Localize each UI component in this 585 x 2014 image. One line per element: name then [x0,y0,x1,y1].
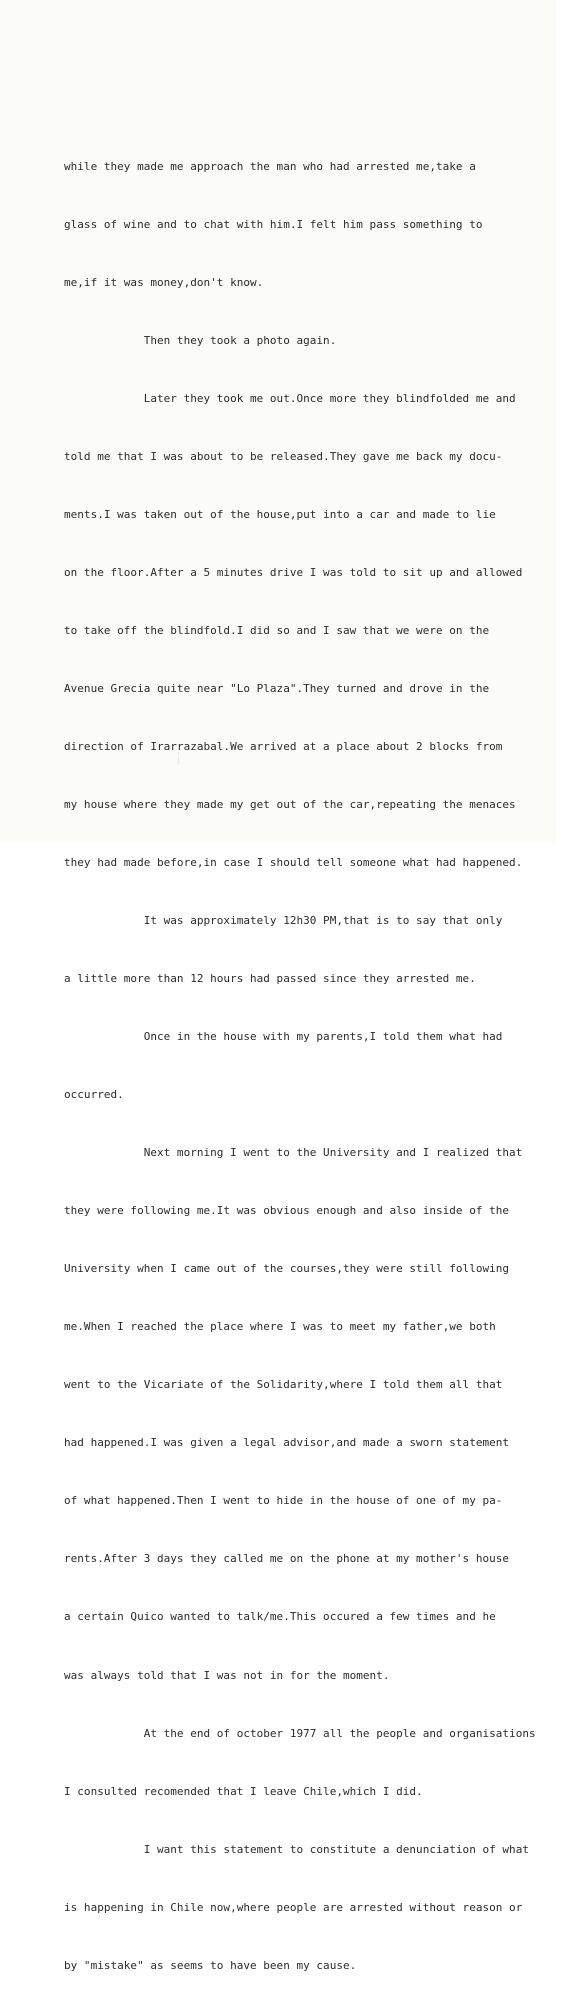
text-line: a little more than 12 hours had passed since they arrested me. [64,972,476,986]
text-line: a certain Quico wanted to talk/me.This occured a few times and he [64,1610,496,1624]
text-line: Avenue Grecia quite near "Lo Plaza".They turned and drove in the [64,681,490,695]
text-line: had happened.I was given a legal advisor,and made a sworn statement [64,1436,510,1450]
text-line: went to the Vicariate of the Solidarity,where I told them all that [64,1378,503,1392]
text-line: University when I came out of the courses,they were still following [64,1262,510,1276]
text-line: was always told that I was not in for the moment. [64,1668,390,1682]
text-line: me.When I reached the place where I was to meet my father,we both [64,1320,496,1334]
text-line: ments.I was taken out of the house,put into a car and made to lie [64,507,496,521]
text-line: while they made me approach the man who had arrested me,take a [64,159,476,173]
text-line: they were following me.It was obvious enough and also inside of the [64,1204,510,1218]
text-line: me,if it was money,don't know. [64,275,264,289]
text-line: direction of Irarrazabal.We arrived at a place about 2 blocks from [64,740,503,753]
text-line: occurred. [64,1088,124,1102]
text-line: I consulted recomended that I leave Chile,which I did. [64,1784,423,1798]
text-line: Later they took me out.Once more they blindfolded me and [64,391,516,405]
text-line: Next morning I went to the University and I realized that [64,1146,523,1160]
text-line: rents.After 3 days they called me on the phone at my mother's house [64,1552,510,1566]
text-line: to take off the blindfold.I did so and I saw that we were on the [64,623,490,637]
text-line: glass of wine and to chat with him.I felt him pass something to [64,217,483,231]
text-line: Then they took a photo again. [64,333,337,347]
text-line: of what happened.Then I went to hide in the house of one of my pa- [64,1494,503,1508]
text-line: Once in the house with my parents,I told them what had [64,1030,503,1044]
text-line: told me that I was about to be released.They gave me back my docu- [64,449,503,463]
text-line: I want this statement to constitute a denunciation of what [64,1842,529,1856]
text-line: on the floor.After a 5 minutes drive I was told to sit up and allowed [64,565,523,579]
text-line: my house where they made my get out of the car,repeating the menaces [64,798,516,812]
text-line: It was approximately 12h30 PM,that is to say that only [64,914,503,928]
text-line: they had made before,in case I should tell someone what had happened. [64,856,523,870]
typed-statement [64,118,554,2014]
text-line: At the end of october 1977 all the people and organisations [64,1726,536,1740]
text-line: is happening in Chile now,where people are arrested without reason or [64,1900,523,1914]
text-line: by "mistake" as seems to have been my cause. [64,1958,357,1972]
page-margin [556,0,585,842]
paper-mark [178,752,185,764]
